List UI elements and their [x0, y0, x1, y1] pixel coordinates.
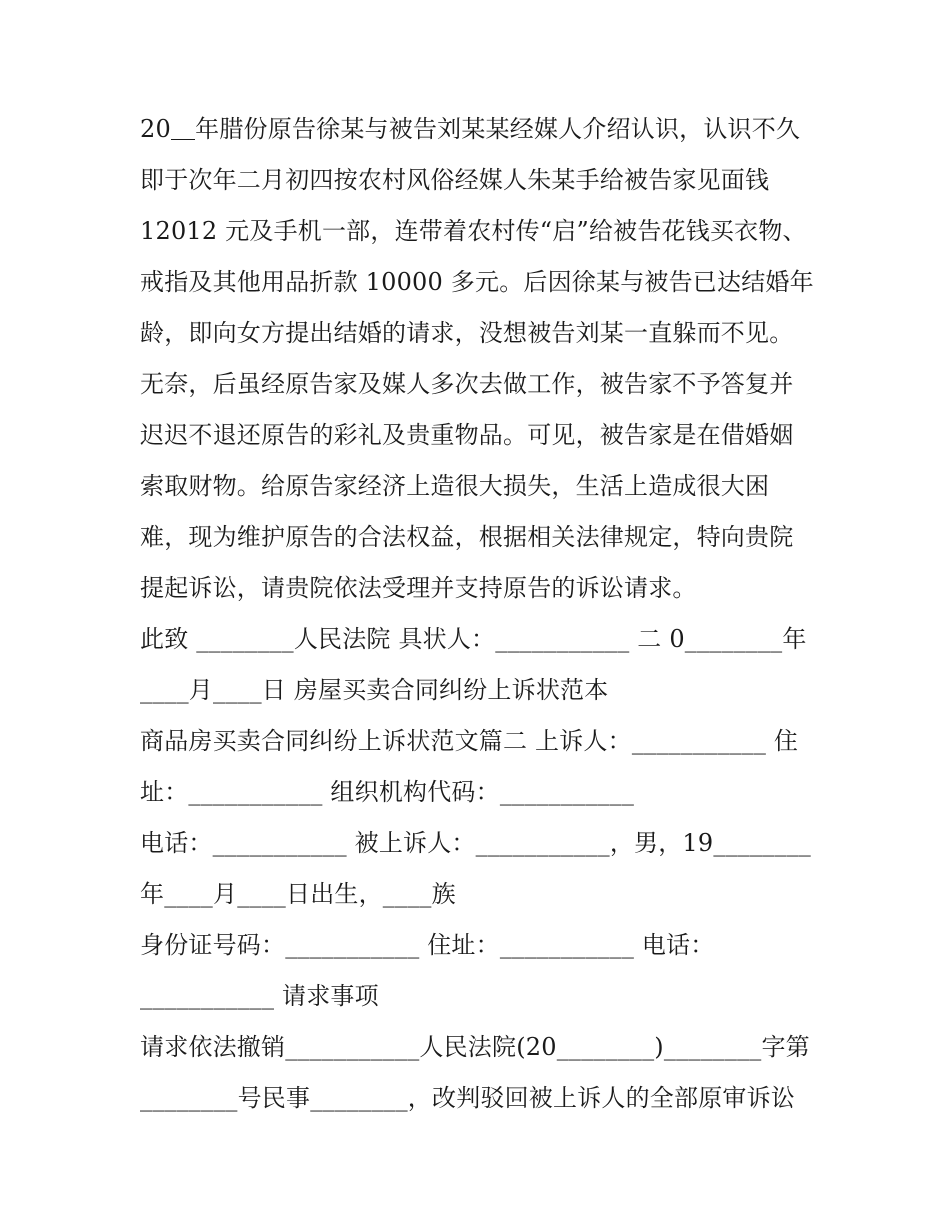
body-text-line: 戒指及其他用品折款 10000 多元。后因徐某与被告已达结婚年 [140, 268, 814, 296]
body-text-line: 难，现为维护原告的合法权益，根据相关法律规定，特向贵院 [140, 523, 794, 551]
claims-heading-line: ___________ 请求事项 [140, 982, 379, 1010]
id-line: 身份证号码：___________ 住址：___________ 电话： [140, 931, 715, 959]
body-text-line: 即于次年二月初四按农村风俗经媒人朱某手给被告家见面钱 [140, 166, 770, 194]
phone-line: 电话：___________ 被上诉人：___________，男，19________ [140, 829, 811, 857]
address-line: 址：___________ 组织机构代码：___________ [140, 778, 635, 806]
closing-line: 此致 ________人民法院 具状人：___________ 二 0________年 [140, 625, 807, 653]
body-text-line: 12012 元及手机一部，连带着农村传“启”给被告花钱买衣物、 [140, 217, 807, 245]
body-text-line: 龄，即向女方提出结婚的请求，没想被告刘某一直躲而不见。 [140, 319, 794, 347]
claim-line: 请求依法撤销___________人民法院(20________)________字第 [140, 1033, 810, 1061]
body-text-line: 20＿年腊份原告徐某与被告刘某某经媒人介绍认识，认识不久 [140, 115, 801, 143]
body-text-line: 迟迟不退还原告的彩礼及贵重物品。可见，被告家是在借婚姻 [140, 421, 794, 449]
body-text-line: 无奈，后虽经原告家及媒人多次去做工作，被告家不予答复并 [140, 370, 794, 398]
body-text-line: 提起诉讼，请贵院依法受理并支持原告的诉讼请求。 [140, 574, 697, 602]
appellant-line: 商品房买卖合同纠纷上诉状范文篇二 上诉人：___________ 住 [140, 727, 799, 755]
birth-line: 年____月____日出生，____族 [140, 880, 456, 908]
claim-line: ________号民事________，改判驳回被上诉人的全部原审诉讼 [140, 1084, 795, 1112]
body-text-line: 索取财物。给原告家经济上造很大损失，生活上造成很大困 [140, 472, 770, 500]
date-title-line: ____月____日 房屋买卖合同纠纷上诉状范本 [140, 676, 609, 704]
